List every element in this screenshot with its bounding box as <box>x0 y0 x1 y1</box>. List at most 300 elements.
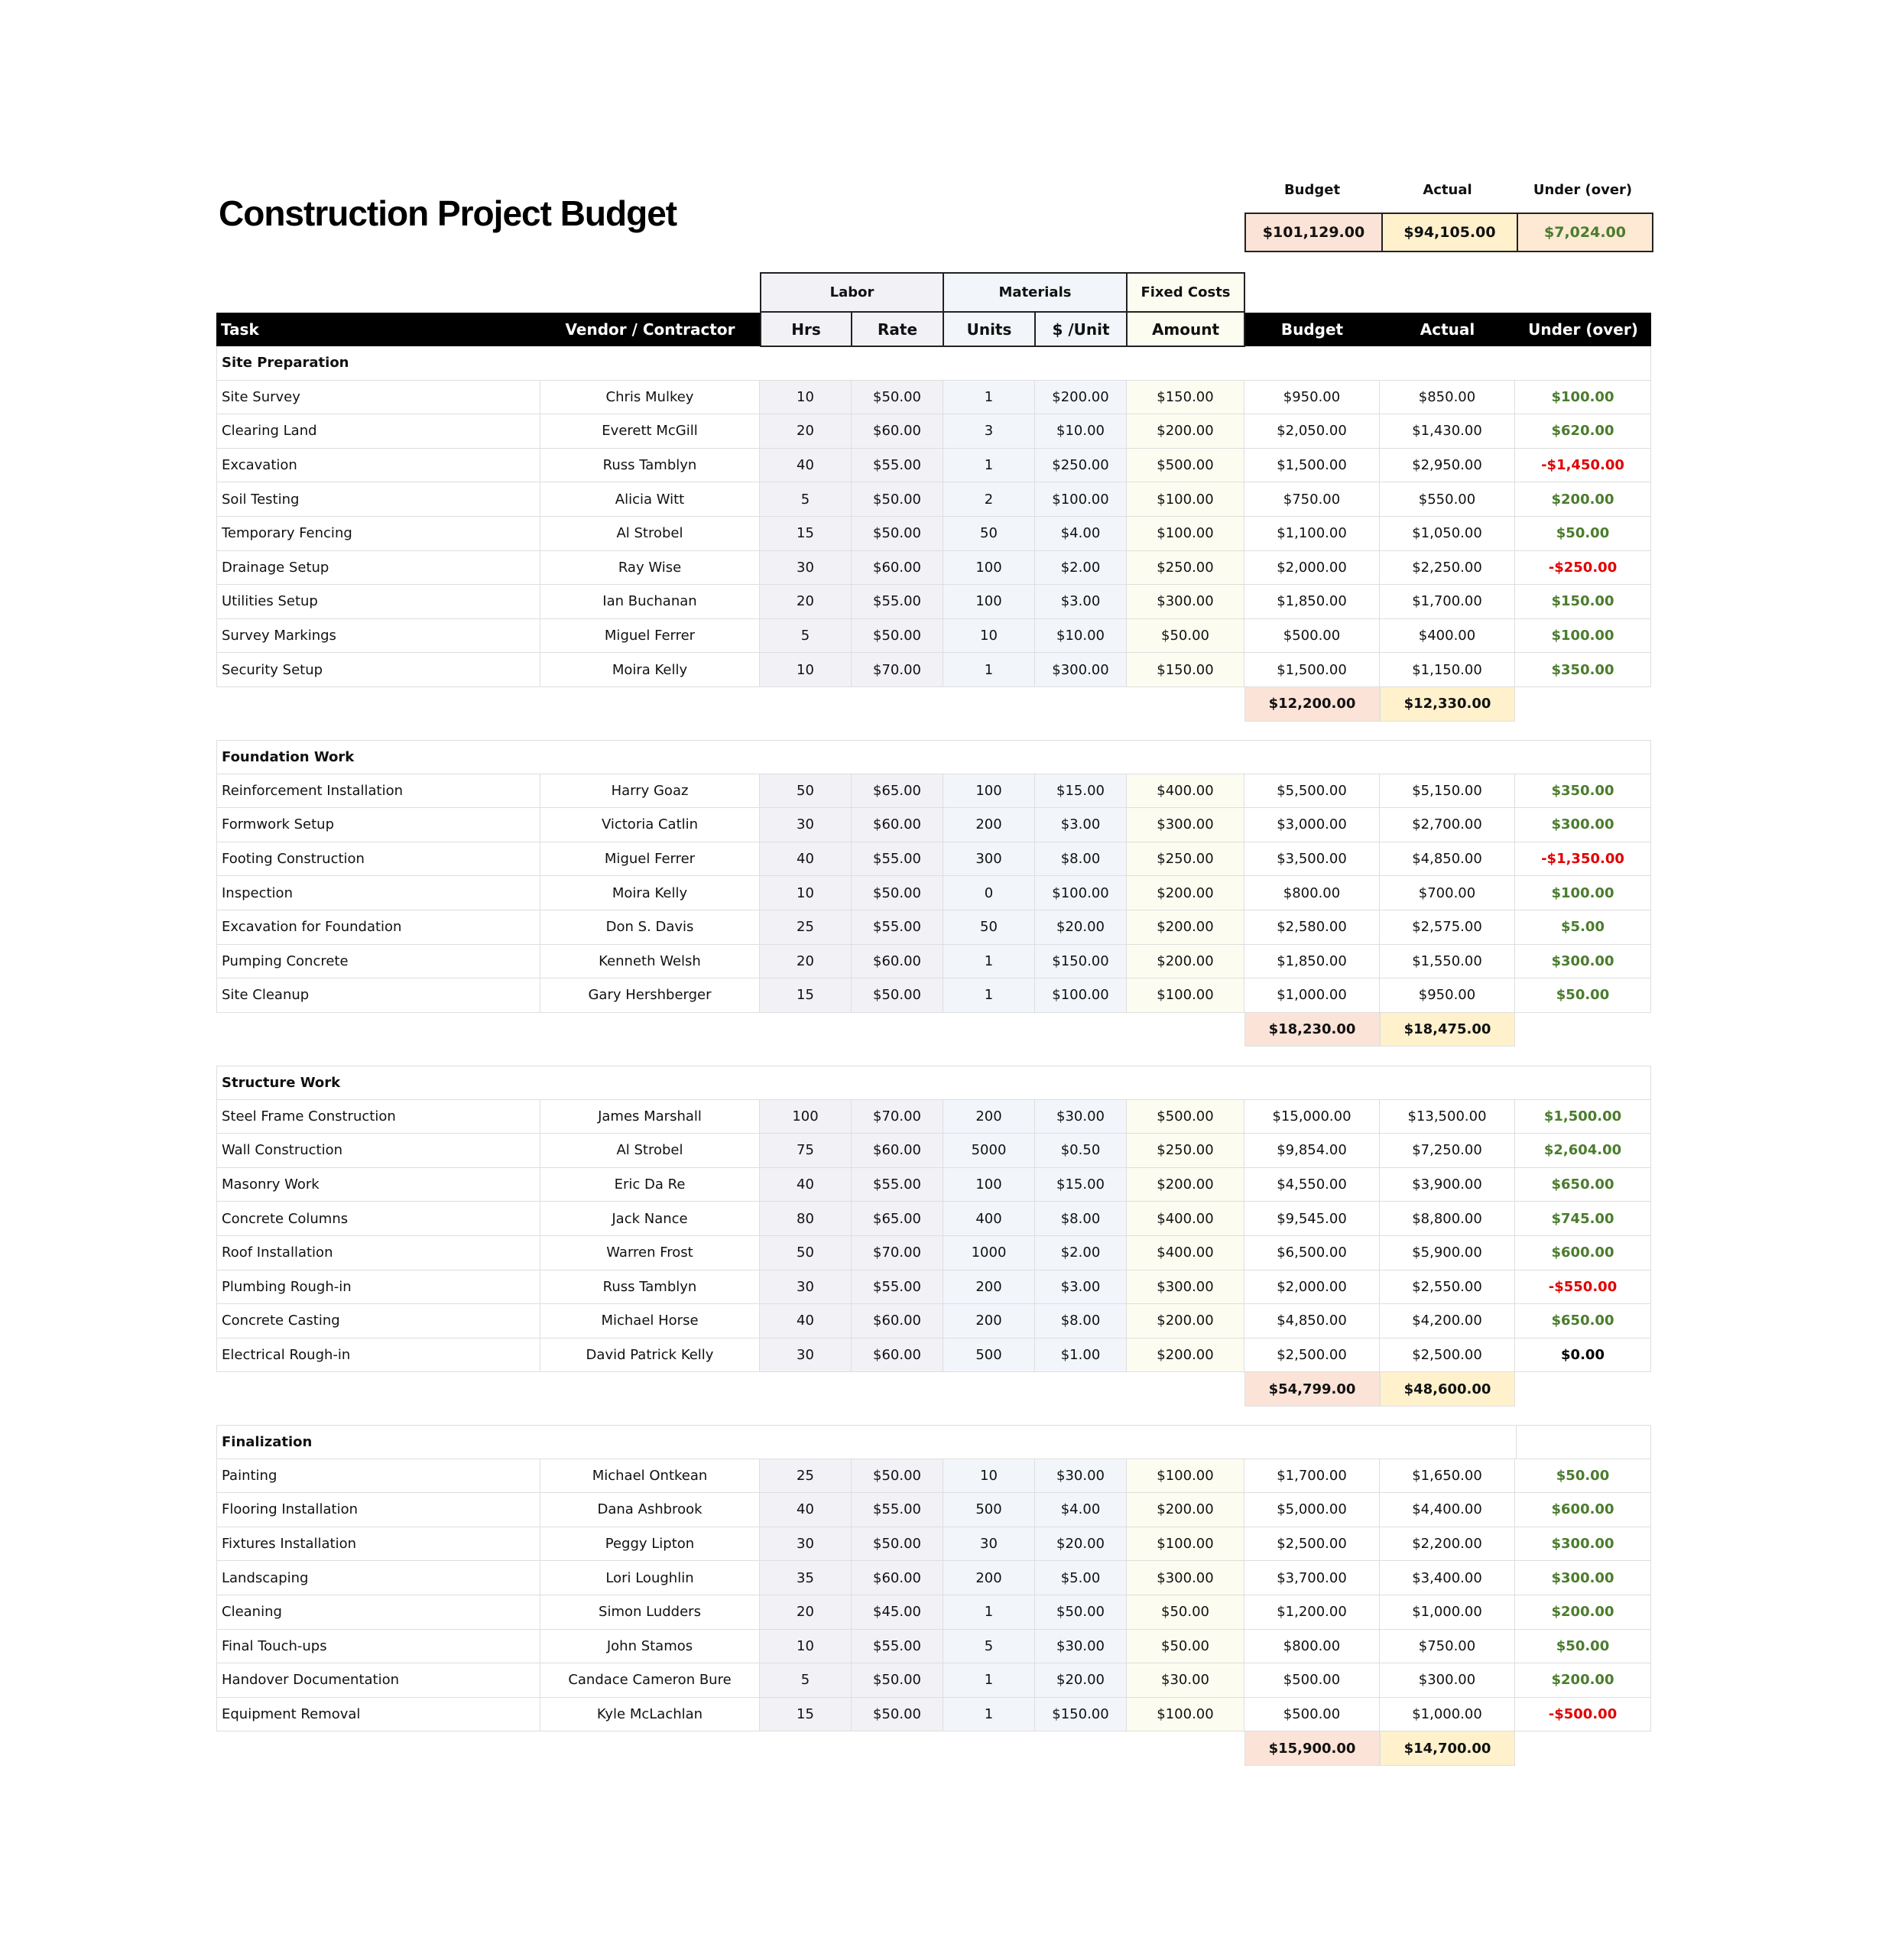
actual-cell[interactable]: $2,200.00 <box>1380 1527 1515 1562</box>
vendor-cell[interactable]: Al Strobel <box>540 1134 760 1168</box>
col-header-rate[interactable]: Rate <box>851 311 944 347</box>
units-cell[interactable]: 50 <box>943 910 1035 945</box>
hours-cell[interactable]: 15 <box>760 1698 852 1732</box>
per-unit-cell[interactable]: $8.00 <box>1035 842 1127 877</box>
table-row[interactable] <box>216 517 1651 551</box>
actual-cell[interactable]: $300.00 <box>1380 1663 1515 1698</box>
rate-cell[interactable]: $50.00 <box>852 482 943 517</box>
summary-budget-value[interactable]: $101,129.00 <box>1246 214 1381 251</box>
vendor-cell[interactable]: Simon Ludders <box>540 1595 760 1630</box>
hours-cell[interactable]: 30 <box>760 551 852 586</box>
budget-cell[interactable]: $4,850.00 <box>1244 1304 1380 1339</box>
under-over-cell[interactable]: -$1,450.00 <box>1515 449 1651 483</box>
actual-cell[interactable]: $5,150.00 <box>1380 774 1515 809</box>
rate-cell[interactable]: $60.00 <box>852 945 943 979</box>
units-cell[interactable]: 5000 <box>943 1134 1035 1168</box>
task-cell[interactable]: Footing Construction <box>216 842 540 877</box>
task-cell[interactable]: Roof Installation <box>216 1236 540 1270</box>
per-unit-cell[interactable]: $5.00 <box>1035 1561 1127 1595</box>
actual-cell[interactable]: $1,650.00 <box>1380 1459 1515 1494</box>
section-total-budget[interactable]: $12,200.00 <box>1244 687 1380 722</box>
table-row[interactable] <box>216 1493 1651 1527</box>
task-cell[interactable]: Painting <box>216 1459 540 1494</box>
vendor-cell[interactable]: Moira Kelly <box>540 653 760 687</box>
rate-cell[interactable]: $55.00 <box>852 449 943 483</box>
amount-cell[interactable]: $100.00 <box>1127 1527 1244 1562</box>
amount-cell[interactable]: $100.00 <box>1127 517 1244 551</box>
amount-cell[interactable]: $250.00 <box>1127 1134 1244 1168</box>
per-unit-cell[interactable]: $30.00 <box>1035 1100 1127 1134</box>
table-row[interactable] <box>216 482 1651 517</box>
per-unit-cell[interactable]: $150.00 <box>1035 945 1127 979</box>
amount-cell[interactable]: $200.00 <box>1127 1168 1244 1202</box>
units-cell[interactable]: 200 <box>943 1100 1035 1134</box>
amount-cell[interactable]: $300.00 <box>1127 1270 1244 1305</box>
hours-cell[interactable]: 5 <box>760 1663 852 1698</box>
section-total-actual[interactable]: $12,330.00 <box>1380 687 1515 722</box>
rate-cell[interactable]: $60.00 <box>852 1339 943 1373</box>
budget-cell[interactable]: $9,854.00 <box>1244 1134 1380 1168</box>
rate-cell[interactable]: $65.00 <box>852 1202 943 1236</box>
budget-cell[interactable]: $500.00 <box>1244 619 1380 654</box>
under-over-cell[interactable]: $100.00 <box>1515 876 1651 910</box>
task-cell[interactable]: Site Cleanup <box>216 978 540 1013</box>
amount-cell[interactable]: $250.00 <box>1127 551 1244 586</box>
budget-cell[interactable]: $2,500.00 <box>1244 1339 1380 1373</box>
actual-cell[interactable]: $4,200.00 <box>1380 1304 1515 1339</box>
units-cell[interactable]: 30 <box>943 1527 1035 1562</box>
vendor-cell[interactable]: Ian Buchanan <box>540 585 760 619</box>
amount-cell[interactable]: $400.00 <box>1127 1236 1244 1270</box>
units-cell[interactable]: 0 <box>943 876 1035 910</box>
under-over-cell[interactable]: $350.00 <box>1515 653 1651 687</box>
under-over-cell[interactable]: $300.00 <box>1515 1561 1651 1595</box>
rate-cell[interactable]: $55.00 <box>852 910 943 945</box>
vendor-cell[interactable]: David Patrick Kelly <box>540 1339 760 1373</box>
units-cell[interactable]: 1 <box>943 653 1035 687</box>
hours-cell[interactable]: 40 <box>760 1304 852 1339</box>
table-row[interactable] <box>216 1270 1651 1305</box>
budget-cell[interactable]: $1,850.00 <box>1244 585 1380 619</box>
rate-cell[interactable]: $50.00 <box>852 619 943 654</box>
amount-cell[interactable]: $150.00 <box>1127 653 1244 687</box>
section-total-actual[interactable]: $14,700.00 <box>1380 1731 1515 1766</box>
per-unit-cell[interactable]: $15.00 <box>1035 774 1127 809</box>
budget-cell[interactable]: $2,000.00 <box>1244 1270 1380 1305</box>
table-row[interactable] <box>216 1202 1651 1236</box>
units-cell[interactable]: 100 <box>943 585 1035 619</box>
amount-cell[interactable]: $200.00 <box>1127 876 1244 910</box>
table-row[interactable] <box>216 1595 1651 1630</box>
per-unit-cell[interactable]: $150.00 <box>1035 1698 1127 1732</box>
under-over-cell[interactable]: -$1,350.00 <box>1515 842 1651 877</box>
actual-cell[interactable]: $2,700.00 <box>1380 808 1515 842</box>
per-unit-cell[interactable]: $3.00 <box>1035 808 1127 842</box>
task-cell[interactable]: Plumbing Rough-in <box>216 1270 540 1305</box>
hours-cell[interactable]: 30 <box>760 1270 852 1305</box>
rate-cell[interactable]: $55.00 <box>852 585 943 619</box>
hours-cell[interactable]: 40 <box>760 449 852 483</box>
actual-cell[interactable]: $7,250.00 <box>1380 1134 1515 1168</box>
per-unit-cell[interactable]: $10.00 <box>1035 619 1127 654</box>
under-over-cell[interactable]: $50.00 <box>1515 1630 1651 1664</box>
task-cell[interactable]: Excavation for Foundation <box>216 910 540 945</box>
under-over-cell[interactable]: $100.00 <box>1515 619 1651 654</box>
task-cell[interactable]: Security Setup <box>216 653 540 687</box>
budget-cell[interactable]: $2,580.00 <box>1244 910 1380 945</box>
actual-cell[interactable]: $700.00 <box>1380 876 1515 910</box>
budget-cell[interactable]: $1,500.00 <box>1244 653 1380 687</box>
vendor-cell[interactable]: Chris Mulkey <box>540 381 760 415</box>
vendor-cell[interactable]: Alicia Witt <box>540 482 760 517</box>
units-cell[interactable]: 400 <box>943 1202 1035 1236</box>
vendor-cell[interactable]: Michael Horse <box>540 1304 760 1339</box>
summary-under-value[interactable]: $7,024.00 <box>1517 214 1652 251</box>
actual-cell[interactable]: $5,900.00 <box>1380 1236 1515 1270</box>
hours-cell[interactable]: 30 <box>760 1339 852 1373</box>
actual-cell[interactable]: $1,050.00 <box>1380 517 1515 551</box>
per-unit-cell[interactable]: $20.00 <box>1035 910 1127 945</box>
amount-cell[interactable]: $200.00 <box>1127 910 1244 945</box>
col-header-hrs[interactable]: Hrs <box>760 311 852 347</box>
hours-cell[interactable]: 20 <box>760 945 852 979</box>
rate-cell[interactable]: $50.00 <box>852 517 943 551</box>
actual-cell[interactable]: $2,250.00 <box>1380 551 1515 586</box>
actual-cell[interactable]: $2,575.00 <box>1380 910 1515 945</box>
amount-cell[interactable]: $30.00 <box>1127 1663 1244 1698</box>
task-cell[interactable]: Clearing Land <box>216 414 540 449</box>
budget-cell[interactable]: $500.00 <box>1244 1663 1380 1698</box>
per-unit-cell[interactable]: $30.00 <box>1035 1459 1127 1494</box>
actual-cell[interactable]: $750.00 <box>1380 1630 1515 1664</box>
col-header-vendor[interactable]: Vendor / Contractor <box>565 320 735 339</box>
per-unit-cell[interactable]: $4.00 <box>1035 517 1127 551</box>
table-row[interactable] <box>216 1168 1651 1202</box>
hours-cell[interactable]: 10 <box>760 653 852 687</box>
vendor-cell[interactable]: Gary Hershberger <box>540 978 760 1013</box>
task-cell[interactable]: Temporary Fencing <box>216 517 540 551</box>
budget-cell[interactable]: $950.00 <box>1244 381 1380 415</box>
vendor-cell[interactable]: Jack Nance <box>540 1202 760 1236</box>
task-cell[interactable]: Electrical Rough-in <box>216 1339 540 1373</box>
units-cell[interactable]: 200 <box>943 808 1035 842</box>
under-over-cell[interactable]: $350.00 <box>1515 774 1651 809</box>
vendor-cell[interactable]: Victoria Catlin <box>540 808 760 842</box>
per-unit-cell[interactable]: $100.00 <box>1035 482 1127 517</box>
under-over-cell[interactable]: $50.00 <box>1515 1459 1651 1494</box>
task-cell[interactable]: Steel Frame Construction <box>216 1100 540 1134</box>
hours-cell[interactable]: 75 <box>760 1134 852 1168</box>
table-row[interactable] <box>216 449 1651 483</box>
units-cell[interactable]: 200 <box>943 1304 1035 1339</box>
actual-cell[interactable]: $1,000.00 <box>1380 1698 1515 1732</box>
per-unit-cell[interactable]: $8.00 <box>1035 1304 1127 1339</box>
vendor-cell[interactable]: Moira Kelly <box>540 876 760 910</box>
budget-cell[interactable]: $9,545.00 <box>1244 1202 1380 1236</box>
vendor-cell[interactable]: Miguel Ferrer <box>540 842 760 877</box>
vendor-cell[interactable]: Miguel Ferrer <box>540 619 760 654</box>
units-cell[interactable]: 100 <box>943 551 1035 586</box>
units-cell[interactable]: 500 <box>943 1339 1035 1373</box>
vendor-cell[interactable]: James Marshall <box>540 1100 760 1134</box>
vendor-cell[interactable]: Warren Frost <box>540 1236 760 1270</box>
amount-cell[interactable]: $150.00 <box>1127 381 1244 415</box>
actual-cell[interactable]: $1,150.00 <box>1380 653 1515 687</box>
table-row[interactable] <box>216 1134 1651 1168</box>
summary-actual-value[interactable]: $94,105.00 <box>1381 214 1517 251</box>
vendor-cell[interactable]: Dana Ashbrook <box>540 1493 760 1527</box>
rate-cell[interactable]: $55.00 <box>852 1493 943 1527</box>
actual-cell[interactable]: $550.00 <box>1380 482 1515 517</box>
amount-cell[interactable]: $200.00 <box>1127 1339 1244 1373</box>
vendor-cell[interactable]: Kyle McLachlan <box>540 1698 760 1732</box>
hours-cell[interactable]: 10 <box>760 876 852 910</box>
per-unit-cell[interactable]: $10.00 <box>1035 414 1127 449</box>
rate-cell[interactable]: $55.00 <box>852 1168 943 1202</box>
budget-cell[interactable]: $4,550.00 <box>1244 1168 1380 1202</box>
rate-cell[interactable]: $70.00 <box>852 653 943 687</box>
under-over-cell[interactable]: $100.00 <box>1515 381 1651 415</box>
vendor-cell[interactable]: Russ Tamblyn <box>540 1270 760 1305</box>
units-cell[interactable]: 1000 <box>943 1236 1035 1270</box>
under-over-cell[interactable]: $0.00 <box>1515 1339 1651 1373</box>
task-cell[interactable]: Handover Documentation <box>216 1663 540 1698</box>
section-total-actual[interactable]: $48,600.00 <box>1380 1372 1515 1407</box>
task-cell[interactable]: Excavation <box>216 449 540 483</box>
under-over-cell[interactable]: -$250.00 <box>1515 551 1651 586</box>
table-row[interactable] <box>216 978 1651 1013</box>
rate-cell[interactable]: $50.00 <box>852 978 943 1013</box>
rate-cell[interactable]: $60.00 <box>852 1304 943 1339</box>
table-row[interactable] <box>216 653 1651 687</box>
task-cell[interactable]: Concrete Casting <box>216 1304 540 1339</box>
units-cell[interactable]: 10 <box>943 619 1035 654</box>
budget-cell[interactable]: $15,000.00 <box>1244 1100 1380 1134</box>
amount-cell[interactable]: $50.00 <box>1127 619 1244 654</box>
hours-cell[interactable]: 80 <box>760 1202 852 1236</box>
vendor-cell[interactable]: John Stamos <box>540 1630 760 1664</box>
vendor-cell[interactable]: Al Strobel <box>540 517 760 551</box>
amount-cell[interactable]: $200.00 <box>1127 1304 1244 1339</box>
section-total-budget[interactable]: $15,900.00 <box>1244 1731 1380 1766</box>
rate-cell[interactable]: $50.00 <box>852 1527 943 1562</box>
amount-cell[interactable]: $200.00 <box>1127 1493 1244 1527</box>
table-row[interactable] <box>216 585 1651 619</box>
hours-cell[interactable]: 50 <box>760 1236 852 1270</box>
under-over-cell[interactable]: $300.00 <box>1515 945 1651 979</box>
actual-cell[interactable]: $13,500.00 <box>1380 1100 1515 1134</box>
budget-cell[interactable]: $750.00 <box>1244 482 1380 517</box>
per-unit-cell[interactable]: $3.00 <box>1035 585 1127 619</box>
rate-cell[interactable]: $70.00 <box>852 1236 943 1270</box>
actual-cell[interactable]: $1,550.00 <box>1380 945 1515 979</box>
vendor-cell[interactable]: Eric Da Re <box>540 1168 760 1202</box>
actual-cell[interactable]: $1,000.00 <box>1380 1595 1515 1630</box>
task-cell[interactable]: Final Touch-ups <box>216 1630 540 1664</box>
budget-cell[interactable]: $6,500.00 <box>1244 1236 1380 1270</box>
per-unit-cell[interactable]: $2.00 <box>1035 1236 1127 1270</box>
amount-cell[interactable]: $300.00 <box>1127 1561 1244 1595</box>
rate-cell[interactable]: $50.00 <box>852 1663 943 1698</box>
hours-cell[interactable]: 25 <box>760 1459 852 1494</box>
amount-cell[interactable]: $400.00 <box>1127 774 1244 809</box>
amount-cell[interactable]: $100.00 <box>1127 1698 1244 1732</box>
task-cell[interactable]: Fixtures Installation <box>216 1527 540 1562</box>
table-row[interactable] <box>216 414 1651 449</box>
amount-cell[interactable]: $50.00 <box>1127 1630 1244 1664</box>
task-cell[interactable]: Cleaning <box>216 1595 540 1630</box>
budget-cell[interactable]: $1,500.00 <box>1244 449 1380 483</box>
rate-cell[interactable]: $50.00 <box>852 1698 943 1732</box>
section-total-budget[interactable]: $18,230.00 <box>1244 1013 1380 1047</box>
units-cell[interactable]: 100 <box>943 1168 1035 1202</box>
table-row[interactable] <box>216 1663 1651 1698</box>
col-header-task[interactable]: Task <box>221 320 259 339</box>
task-cell[interactable]: Inspection <box>216 876 540 910</box>
under-over-cell[interactable]: $2,604.00 <box>1515 1134 1651 1168</box>
rate-cell[interactable]: $60.00 <box>852 1134 943 1168</box>
budget-cell[interactable]: $5,500.00 <box>1244 774 1380 809</box>
actual-cell[interactable]: $4,850.00 <box>1380 842 1515 877</box>
table-row[interactable] <box>216 876 1651 910</box>
task-cell[interactable]: Formwork Setup <box>216 808 540 842</box>
units-cell[interactable]: 1 <box>943 978 1035 1013</box>
vendor-cell[interactable]: Harry Goaz <box>540 774 760 809</box>
under-over-cell[interactable]: $600.00 <box>1515 1236 1651 1270</box>
table-row[interactable] <box>216 1527 1651 1562</box>
budget-cell[interactable]: $1,100.00 <box>1244 517 1380 551</box>
under-over-cell[interactable]: -$550.00 <box>1515 1270 1651 1305</box>
amount-cell[interactable]: $200.00 <box>1127 945 1244 979</box>
table-row[interactable] <box>216 808 1651 842</box>
budget-cell[interactable]: $1,850.00 <box>1244 945 1380 979</box>
section-total-actual[interactable]: $18,475.00 <box>1380 1013 1515 1047</box>
table-row[interactable] <box>216 945 1651 979</box>
hours-cell[interactable]: 40 <box>760 842 852 877</box>
actual-cell[interactable]: $4,400.00 <box>1380 1493 1515 1527</box>
under-over-cell[interactable]: $50.00 <box>1515 978 1651 1013</box>
budget-cell[interactable]: $1,000.00 <box>1244 978 1380 1013</box>
col-header-units[interactable]: Units <box>943 311 1036 347</box>
under-over-cell[interactable]: $50.00 <box>1515 517 1651 551</box>
units-cell[interactable]: 3 <box>943 414 1035 449</box>
table-row[interactable] <box>216 1236 1651 1270</box>
under-over-cell[interactable]: $150.00 <box>1515 585 1651 619</box>
rate-cell[interactable]: $60.00 <box>852 1561 943 1595</box>
rate-cell[interactable]: $55.00 <box>852 1270 943 1305</box>
amount-cell[interactable]: $500.00 <box>1127 1100 1244 1134</box>
per-unit-cell[interactable]: $30.00 <box>1035 1630 1127 1664</box>
per-unit-cell[interactable]: $1.00 <box>1035 1339 1127 1373</box>
vendor-cell[interactable]: Everett McGill <box>540 414 760 449</box>
section-total-budget[interactable]: $54,799.00 <box>1244 1372 1380 1407</box>
table-row[interactable] <box>216 910 1651 945</box>
under-over-cell[interactable]: $200.00 <box>1515 1663 1651 1698</box>
per-unit-cell[interactable]: $50.00 <box>1035 1595 1127 1630</box>
per-unit-cell[interactable]: $15.00 <box>1035 1168 1127 1202</box>
table-row[interactable] <box>216 619 1651 654</box>
hours-cell[interactable]: 10 <box>760 381 852 415</box>
units-cell[interactable]: 1 <box>943 381 1035 415</box>
table-row[interactable] <box>216 551 1651 586</box>
per-unit-cell[interactable]: $100.00 <box>1035 978 1127 1013</box>
per-unit-cell[interactable]: $3.00 <box>1035 1270 1127 1305</box>
actual-cell[interactable]: $400.00 <box>1380 619 1515 654</box>
units-cell[interactable]: 50 <box>943 517 1035 551</box>
per-unit-cell[interactable]: $100.00 <box>1035 876 1127 910</box>
under-over-cell[interactable]: $200.00 <box>1515 1595 1651 1630</box>
task-cell[interactable]: Site Survey <box>216 381 540 415</box>
hours-cell[interactable]: 50 <box>760 774 852 809</box>
rate-cell[interactable]: $60.00 <box>852 551 943 586</box>
units-cell[interactable]: 200 <box>943 1561 1035 1595</box>
budget-cell[interactable]: $5,000.00 <box>1244 1493 1380 1527</box>
table-row[interactable] <box>216 1100 1651 1134</box>
hours-cell[interactable]: 5 <box>760 619 852 654</box>
task-cell[interactable]: Landscaping <box>216 1561 540 1595</box>
budget-cell[interactable]: $2,050.00 <box>1244 414 1380 449</box>
rate-cell[interactable]: $50.00 <box>852 876 943 910</box>
hours-cell[interactable]: 20 <box>760 1595 852 1630</box>
units-cell[interactable]: 10 <box>943 1459 1035 1494</box>
units-cell[interactable]: 500 <box>943 1493 1035 1527</box>
amount-cell[interactable]: $300.00 <box>1127 585 1244 619</box>
task-cell[interactable]: Wall Construction <box>216 1134 540 1168</box>
task-cell[interactable]: Utilities Setup <box>216 585 540 619</box>
rate-cell[interactable]: $50.00 <box>852 1459 943 1494</box>
vendor-cell[interactable]: Ray Wise <box>540 551 760 586</box>
units-cell[interactable]: 300 <box>943 842 1035 877</box>
units-cell[interactable]: 1 <box>943 1595 1035 1630</box>
per-unit-cell[interactable]: $0.50 <box>1035 1134 1127 1168</box>
per-unit-cell[interactable]: $250.00 <box>1035 449 1127 483</box>
col-header-per-unit[interactable]: $ /Unit <box>1034 311 1128 347</box>
task-cell[interactable]: Concrete Columns <box>216 1202 540 1236</box>
rate-cell[interactable]: $65.00 <box>852 774 943 809</box>
under-over-cell[interactable]: $620.00 <box>1515 414 1651 449</box>
col-header-budget[interactable]: Budget <box>1280 320 1344 339</box>
vendor-cell[interactable]: Candace Cameron Bure <box>540 1663 760 1698</box>
under-over-cell[interactable]: $300.00 <box>1515 808 1651 842</box>
table-row[interactable] <box>216 774 1651 809</box>
hours-cell[interactable]: 10 <box>760 1630 852 1664</box>
table-row[interactable] <box>216 842 1651 877</box>
actual-cell[interactable]: $2,950.00 <box>1380 449 1515 483</box>
task-cell[interactable]: Flooring Installation <box>216 1493 540 1527</box>
amount-cell[interactable]: $200.00 <box>1127 414 1244 449</box>
under-over-cell[interactable]: $5.00 <box>1515 910 1651 945</box>
col-header-under[interactable]: Under (over) <box>1528 320 1638 339</box>
hours-cell[interactable]: 15 <box>760 978 852 1013</box>
rate-cell[interactable]: $55.00 <box>852 1630 943 1664</box>
task-cell[interactable]: Drainage Setup <box>216 551 540 586</box>
vendor-cell[interactable]: Peggy Lipton <box>540 1527 760 1562</box>
vendor-cell[interactable]: Michael Ontkean <box>540 1459 760 1494</box>
hours-cell[interactable]: 40 <box>760 1168 852 1202</box>
budget-cell[interactable]: $3,000.00 <box>1244 808 1380 842</box>
per-unit-cell[interactable]: $300.00 <box>1035 653 1127 687</box>
amount-cell[interactable]: $100.00 <box>1127 1459 1244 1494</box>
rate-cell[interactable]: $50.00 <box>852 381 943 415</box>
hours-cell[interactable]: 25 <box>760 910 852 945</box>
units-cell[interactable]: 100 <box>943 774 1035 809</box>
hours-cell[interactable]: 30 <box>760 1527 852 1562</box>
budget-cell[interactable]: $800.00 <box>1244 876 1380 910</box>
units-cell[interactable]: 1 <box>943 1698 1035 1732</box>
vendor-cell[interactable]: Don S. Davis <box>540 910 760 945</box>
actual-cell[interactable]: $8,800.00 <box>1380 1202 1515 1236</box>
actual-cell[interactable]: $2,500.00 <box>1380 1339 1515 1373</box>
